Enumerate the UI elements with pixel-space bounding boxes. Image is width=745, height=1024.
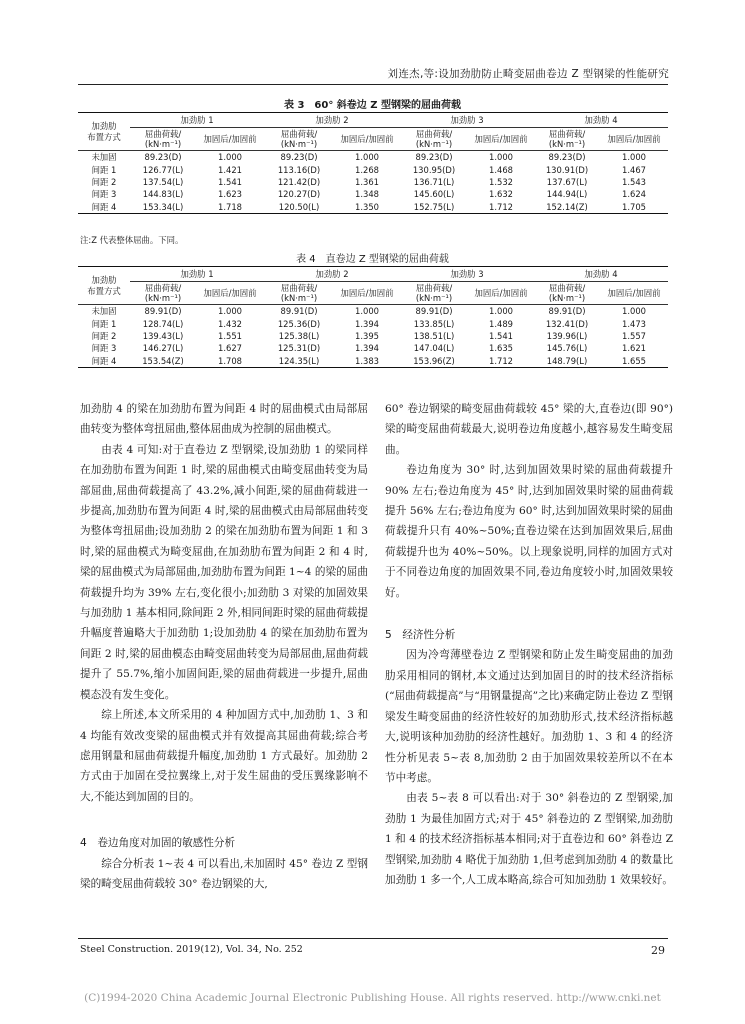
ratio-subheader: 加固后/加固前 [196,128,264,151]
table-row [78,151,668,164]
table-cell: 136.71(L) [413,176,455,187]
ratio-subheader: 加固后/加固前 [334,282,400,305]
table-cell: 1.655 [600,355,668,368]
table-cell: 89.23(D) [280,152,318,163]
table4-caption: 表 4 直卷边 Z 型钢梁的屈曲荷载 [296,254,449,265]
table-cell: 1.708 [196,355,264,368]
table-cell: 153.34(L) [130,201,196,214]
group-header: 加劲肋 4 [534,267,668,282]
group-header: 加劲肋 1 [130,267,264,282]
layout-header: 加劲肋 布置方式 [78,113,130,151]
table-cell: 139.43(L) [142,330,184,341]
table-cell: 130.91(D) [545,164,589,175]
table-cell: 153.54(Z) [130,355,196,368]
group-header: 加劲肋 1 [130,113,264,128]
table-cell: 1.623 [218,189,242,200]
load-subheader: 屈曲荷载/ (kN·m⁻¹) [534,282,600,305]
left-column [80,399,368,894]
ratio-subheader: 加固后/加固前 [468,128,534,151]
row-label: 间距 1 [91,164,117,175]
table-cell: 144.83(L) [142,189,184,200]
table-cell: 89.23(D) [144,152,182,163]
table-cell: 1.421 [218,164,242,175]
table-cell: 1.635 [489,343,513,354]
table-cell: 125.36(D) [277,318,321,329]
table-cell: 89.91(D) [280,306,318,317]
table-cell: 1.000 [355,306,379,317]
running-header: 刘连杰,等:设加劲肋防止畸变屈曲卷边 Z 型钢梁的性能研究 [387,68,669,80]
paragraph: 由表 5~表 8 可以看出:对于 30° 斜卷边的 Z 型钢梁,加劲肋 1 为最佳加固方式;对于 45° 斜卷边的 Z 型钢梁,加劲肋 1 和 4 的技术经济指标基本相同;对于直卷边和 60° 斜卷边 Z 型钢梁,加劲肋 4 略优于加劲肋 1,但考虑到加劲肋 4 的数量比加劲肋 1 多一个,人工成本略高,综合可知加劲肋 1 效果较好。 [385,792,673,886]
table-cell: 1.632 [489,189,513,200]
paragraph: 综合分析表 1~表 4 可以看出,未加固时 45° 卷边 Z 型钢梁的畸变屈曲荷载较 30° 卷边钢梁的大, [80,857,368,890]
table-cell: 147.04(L) [413,343,455,354]
table-cell: 89.91(D) [144,306,182,317]
table-cell: 130.95(D) [412,164,456,175]
table-cell: 1.000 [489,306,513,317]
table-note: 注:Z 代表整体屈曲。下同。 [80,235,184,245]
load-subheader: 屈曲荷载/ (kN·m⁻¹) [534,128,600,151]
table-cell: 89.23(D) [548,152,586,163]
ratio-subheader: 加固后/加固前 [468,282,534,305]
table-cell: 89.91(D) [548,306,586,317]
table-cell: 1.712 [468,355,534,368]
load-subheader: 屈曲荷载/ (kN·m⁻¹) [130,282,196,305]
table-row [78,355,668,368]
table-cell: 128.74(L) [142,318,184,329]
table-cell: 1.557 [622,330,646,341]
paragraph: 60° 卷边钢梁的畸变屈曲荷载较 45° 梁的大,直卷边(即 90°) 梁的畸变屈曲荷载最大,说明卷边角度越小,越容易发生畸变屈曲。 [385,403,673,456]
table-row [78,176,668,188]
table-cell: 1.000 [622,152,646,163]
table-cell: 113.16(D) [277,164,321,175]
row-label: 间距 2 [91,330,117,341]
load-subheader: 屈曲荷载/ (kN·m⁻¹) [130,128,196,151]
table-cell: 1.000 [218,306,242,317]
table-cell: 1.000 [218,152,242,163]
table-cell: 1.489 [489,318,513,329]
table-cell: 137.54(L) [142,176,184,187]
table-cell: 125.31(D) [277,343,321,354]
ratio-subheader: 加固后/加固前 [334,128,400,151]
table-cell: 1.394 [355,318,379,329]
section-heading-4: 4 卷边角度对加固的敏感性分析 [80,837,236,850]
table-cell: 1.000 [622,306,646,317]
load-subheader: 屈曲荷载/ (kN·m⁻¹) [400,128,468,151]
footer-rule [78,938,668,939]
table-cell: 152.75(L) [400,201,468,214]
table-cell: 1.383 [334,355,400,368]
table-cell: 146.27(L) [142,343,184,354]
table-cell: 148.79(L) [534,355,600,368]
table-cell: 1.543 [622,176,646,187]
table-cell: 152.14(Z) [534,201,600,214]
table-cell: 1.705 [600,201,668,214]
table-cell: 1.627 [218,343,242,354]
table-cell: 89.23(D) [415,152,453,163]
right-column [385,399,673,890]
row-label: 间距 2 [91,176,117,187]
table-cell: 1.621 [622,343,646,354]
table-cell: 153.96(Z) [400,355,468,368]
table-cell: 1.718 [196,201,264,214]
table-cell: 120.27(D) [277,189,321,200]
table-cell: 126.77(L) [142,164,184,175]
paragraph: 综上所述,本文所采用的 4 种加固方式中,加劲肋 1、3 和 4 均能有效改变梁的屈曲模式并有效提高其屈曲荷载;综合考虑用钢量和屈曲荷载提升幅度,加劲肋 1 方式最好。加劲肋 2 方式由于加固在受拉翼缘上,对于发生屈曲的受压翼缘影响不大,不能达到加固的目的。 [80,709,368,803]
load-subheader: 屈曲荷载/ (kN·m⁻¹) [264,282,334,305]
table-row [78,201,668,214]
table-row [78,305,668,318]
load-subheader: 屈曲荷载/ (kN·m⁻¹) [264,128,334,151]
table-cell: 1.541 [218,176,242,187]
table-cell: 1.551 [218,330,242,341]
group-header: 加劲肋 4 [534,113,668,128]
table-cell: 1.467 [622,164,646,175]
table-cell: 1.394 [355,343,379,354]
row-label: 未加固 [91,152,117,163]
table-cell: 1.432 [218,318,242,329]
table3 [78,112,668,214]
table-cell: 124.35(L) [264,355,334,368]
header-rule [78,84,668,85]
table-cell: 1.361 [355,176,379,187]
table-cell: 145.76(L) [546,343,588,354]
table-cell: 1.000 [355,152,379,163]
load-subheader: 屈曲荷载/ (kN·m⁻¹) [400,282,468,305]
table-cell: 133.85(L) [413,318,455,329]
row-label: 间距 3 [91,189,117,200]
table-cell: 132.41(D) [545,318,589,329]
copyright-notice: (C)1994-2020 China Academic Journal Electronic Publishing House. All rights reserved. http://www.cnki.net [84,992,661,1004]
table-cell: 144.94(L) [546,189,588,200]
table-cell: 139.96(L) [546,330,588,341]
row-label: 间距 4 [78,355,130,368]
table-cell: 1.348 [355,189,379,200]
group-header: 加劲肋 2 [264,267,400,282]
table-row [78,317,668,329]
table-cell: 1.000 [489,152,513,163]
layout-header: 加劲肋 布置方式 [78,267,130,305]
group-header: 加劲肋 2 [264,113,400,128]
ratio-subheader: 加固后/加固前 [600,128,668,151]
table-cell: 1.268 [355,164,379,175]
ratio-subheader: 加固后/加固前 [196,282,264,305]
table-cell: 121.42(D) [277,176,321,187]
table-cell: 1.350 [334,201,400,214]
table-cell: 138.51(L) [413,330,455,341]
table-cell: 1.468 [489,164,513,175]
paragraph: 由表 4 可知:对于直卷边 Z 型钢梁,设加劲肋 1 的梁同样在加劲肋布置为间距 1 时,梁的屈曲模式由畸变屈曲转变为局部屈曲,屈曲荷载提高了 43.2%,减小间距,梁的屈曲荷载进一步提高,加劲肋布置为间距 4 时,梁的屈曲模式由局部屈曲转变为整体弯扭屈曲;设加劲肋 2 的梁在加劲肋布置为间距 1 和 3 时,梁的屈曲模式为畸变屈曲,在加劲肋布置为间距 2 和 4 时,梁的屈曲模式为局部屈曲,加劲肋布置为间距 1~4 的梁的屈曲荷载提升均为 39% 左右,变化很小;加劲肋 3 对梁的加固效果与加劲肋 1 基本相同,除间距 2 外,相同间距时梁的屈曲荷载提升幅度普遍略大于加劲肋 1;设加劲肋 4 的梁在加劲肋布置为间距 2 时,梁的屈曲模态由畸变屈曲转变为局部屈曲,屈曲荷载提升了 55.7%,缩小加固间距,梁的屈曲荷载进一步提升,屈曲模态没有发生变化。 [80,443,368,701]
table-row [78,342,668,354]
row-label: 间距 4 [78,201,130,214]
group-header: 加劲肋 3 [400,113,534,128]
section-heading-5: 5 经济性分析 [385,629,456,642]
table-cell: 1.624 [622,189,646,200]
group-header: 加劲肋 3 [400,267,534,282]
table4 [78,266,668,368]
table-cell: 1.532 [489,176,513,187]
page-number: 29 [651,944,665,957]
table-cell: 1.541 [489,330,513,341]
paragraph: 因为冷弯薄壁卷边 Z 型钢梁和防止发生畸变屈曲的加劲肋采用相同的钢材,本文通过达到加固目的时的技术经济指标(“屈曲荷载提高”与“用钢量提高”之比)来确定防止卷边 Z 型钢梁发生畸变屈曲的经济性较好的加劲肋形式,技术经济指标越大,说明该种加劲肋的经济性越好。加劲肋 1、3 和 4 的经济性分析见表 5~表 8,加劲肋 2 由于加固效果较差所以不在本节中考虑。 [385,649,673,784]
table-cell: 1.473 [622,318,646,329]
table-cell: 145.60(L) [413,189,455,200]
journal-footer: Steel Construction. 2019(12), Vol. 34, No. 252 [80,944,303,955]
table-cell: 1.395 [355,330,379,341]
table-cell: 120.50(L) [264,201,334,214]
table-cell: 89.91(D) [415,306,453,317]
row-label: 间距 1 [91,318,117,329]
table3-caption: 表 3 60° 斜卷边 Z 型钢梁的屈曲荷载 [283,100,462,111]
table-cell: 125.38(L) [278,330,320,341]
row-label: 未加固 [91,306,117,317]
table-cell: 1.712 [468,201,534,214]
paragraph: 卷边角度为 30° 时,达到加固效果时梁的屈曲荷载提升 90% 左右;卷边角度为 45° 时,达到加固效果时梁的屈曲荷载提升 56% 左右;卷边角度为 60° 时,达到加固效果时梁的屈曲荷载提升只有 40%~50%;直卷边梁在达到加固效果后,屈曲荷载提升也为 40%~50%。以上现象说明,同样的加固方式对于不同卷边角度的加固效果不同,卷边角度较小时,加固效果较好。 [385,464,673,599]
row-label: 间距 3 [91,343,117,354]
table-row [78,188,668,200]
table-row [78,330,668,342]
paragraph: 加劲肋 4 的梁在加劲肋布置为间距 4 时的屈曲模式由局部屈曲转变为整体弯扭屈曲,整体屈曲成为控制的屈曲模式。 [80,403,368,436]
ratio-subheader: 加固后/加固前 [600,282,668,305]
table-row [78,163,668,175]
table-cell: 137.67(L) [546,176,588,187]
